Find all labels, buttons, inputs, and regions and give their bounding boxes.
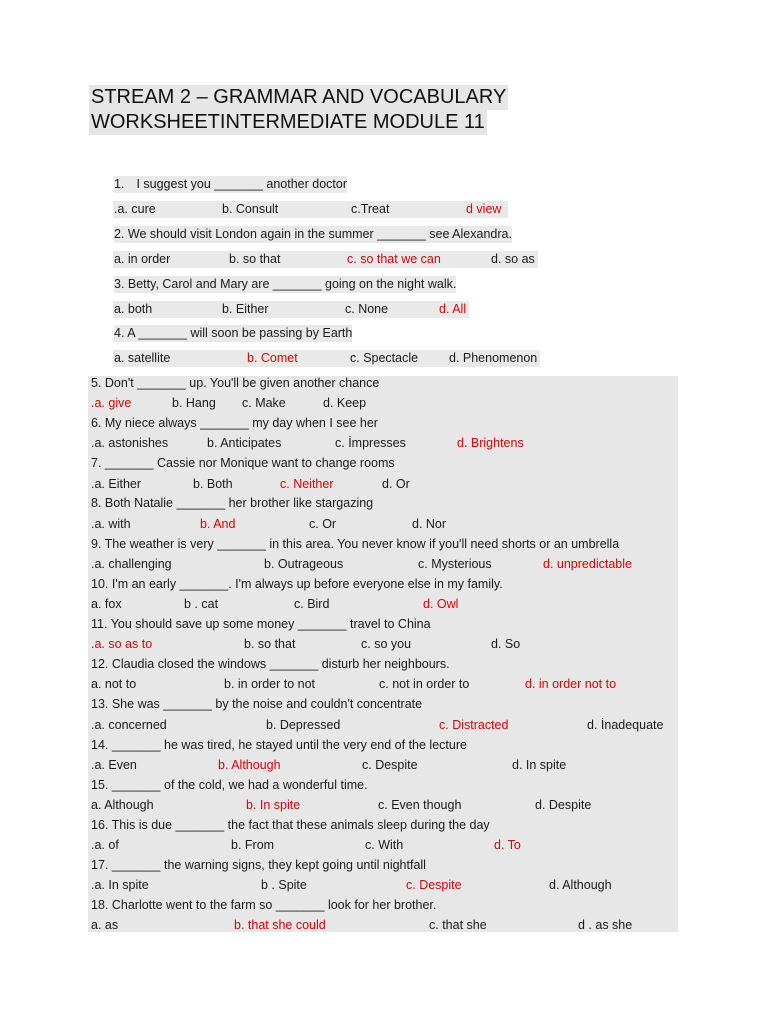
question-10-text	[91, 576, 503, 593]
option-a: .a. challenging	[91, 557, 172, 571]
option-a: a. as	[91, 918, 119, 932]
option-d: d. Keep	[323, 396, 367, 410]
option-a: .a. In spite	[91, 878, 149, 892]
question-number: 1.	[114, 177, 125, 191]
option-a: .a. cure	[114, 202, 156, 216]
question-stem: 3. Betty, Carol and Mary are _______ going on the night walk.	[114, 277, 457, 291]
question-stem: 2. We should visit London again in the summer _______ see Alexandra.	[114, 227, 512, 241]
option-c: c. Or	[309, 517, 337, 531]
option-c: c. None	[345, 302, 389, 316]
option-d-answer: d. in order not to	[525, 677, 617, 691]
option-c: c. İmpresses	[335, 436, 406, 450]
question-3-text	[114, 276, 456, 293]
question-11-text	[91, 616, 431, 633]
question-stem: 5. Don't _______ up. You'll be given another chance	[91, 376, 380, 390]
option-c: c. Mysterious	[418, 557, 492, 571]
question-stem: 8. Both Natalie _______ her brother like stargazing	[91, 496, 374, 510]
question-stem: 11. You should save up some money _______ travel to China	[91, 617, 431, 631]
option-c: c. not in order to	[379, 677, 470, 691]
option-d: d. İnadequate	[587, 718, 664, 732]
question-10-options	[0, 596, 768, 613]
question-15-options	[0, 797, 768, 814]
option-b: b . Spite	[261, 878, 307, 892]
option-a-answer: .a. give	[91, 396, 132, 410]
option-b: b. Anticipates	[207, 436, 282, 450]
option-a: .a. astonishes	[91, 436, 169, 450]
option-a: a. not to	[91, 677, 137, 691]
option-a: a. in order	[114, 252, 171, 266]
question-7-text	[91, 455, 395, 472]
question-8-text	[91, 495, 373, 512]
option-b: b. Outrageous	[264, 557, 344, 571]
option-d-answer: d. To	[494, 838, 521, 852]
option-c: c. With	[365, 838, 404, 852]
option-d-answer: d. All	[439, 302, 467, 316]
option-d: d. So	[491, 637, 521, 651]
question-8-options	[0, 516, 768, 533]
question-11-options	[0, 636, 768, 653]
question-stem: 6. My niece always _______ my day when I see her	[91, 416, 378, 430]
question-stem: 13. She was _______ by the noise and couldn't concentrate	[91, 697, 423, 711]
question-stem: 18. Charlotte went to the farm so _______ look for her brother.	[91, 898, 437, 912]
question-7-options	[0, 476, 768, 493]
option-a: a. satellite	[114, 351, 171, 365]
option-b: b. in order to not	[224, 677, 316, 691]
question-stem: 7. _______ Cassie nor Monique want to change rooms	[91, 456, 395, 470]
question-9-options	[0, 556, 768, 573]
question-stem: 9. The weather is very _______ in this area. You never know if you'll need shorts or an umbrella	[91, 537, 620, 551]
option-b: b. Depressed	[266, 718, 341, 732]
option-d: d . as she	[578, 918, 633, 932]
question-2-options	[0, 251, 768, 268]
option-b: b. Either	[222, 302, 269, 316]
question-stem: 12. Claudia closed the windows _______ disturb her neighbours.	[91, 657, 450, 671]
option-a: a. both	[114, 302, 153, 316]
option-c: c.Treat	[351, 202, 390, 216]
option-b-answer: b. that she could	[234, 918, 326, 932]
option-c-answer: c. Neither	[280, 477, 334, 491]
option-c: c. Even though	[378, 798, 462, 812]
option-d: d. Despite	[535, 798, 592, 812]
question-15-text	[91, 777, 368, 794]
question-stem: 10. I'm an early _______. I'm always up before everyone else in my family.	[91, 577, 503, 591]
question-stem: I suggest you _______ another doctor	[136, 177, 348, 191]
question-4-text	[114, 325, 352, 342]
question-9-text	[91, 536, 619, 553]
option-c: c. Bird	[294, 597, 330, 611]
option-a: .a. Even	[91, 758, 137, 772]
option-d-answer: d. unpredictable	[543, 557, 632, 571]
question-stem: 4. A _______ will soon be passing by Earth	[114, 326, 353, 340]
question-3-options	[0, 301, 768, 318]
question-stem: 17. _______ the warning signs, they kept going until nightfall	[91, 858, 426, 872]
options-highlight	[113, 201, 508, 218]
option-b: b. Both	[193, 477, 233, 491]
options-highlight	[113, 301, 469, 318]
question-18-options	[0, 917, 768, 934]
option-a: .a. concerned	[91, 718, 167, 732]
option-a: .a. Either	[91, 477, 142, 491]
question-stem: 14. _______ he was tired, he stayed until the very end of the lecture	[91, 738, 467, 752]
question-13-text	[91, 696, 422, 713]
option-d-answer: d view	[466, 202, 502, 216]
option-d-answer: d. Owl	[423, 597, 459, 611]
option-c: c. that she	[429, 918, 487, 932]
question-14-text	[91, 737, 467, 754]
question-13-options	[0, 717, 768, 734]
option-d-answer: d. Brightens	[457, 436, 524, 450]
option-a: a. Although	[91, 798, 154, 812]
option-b: b. so that	[229, 252, 281, 266]
option-b-answer: b. In spite	[246, 798, 301, 812]
option-b: b. Consult	[222, 202, 279, 216]
option-c: c. Despite	[362, 758, 418, 772]
question-12-options	[0, 676, 768, 693]
question-6-options	[0, 435, 768, 452]
option-a: .a. with	[91, 517, 131, 531]
worksheet-title	[91, 85, 508, 135]
option-d: d. Nor	[412, 517, 447, 531]
option-b-answer: b. Comet	[247, 351, 298, 365]
option-d: d. Or	[382, 477, 410, 491]
option-b-answer: b. And	[200, 517, 236, 531]
title-line-1: STREAM 2 – GRAMMAR AND VOCABULARY	[91, 86, 507, 108]
question-5-options	[0, 395, 768, 412]
option-b-answer: b. Although	[218, 758, 281, 772]
question-12-text	[91, 656, 450, 673]
option-d: d. Although	[549, 878, 612, 892]
question-16-options	[0, 837, 768, 854]
option-a-answer: .a. so as to	[91, 637, 153, 651]
option-b: b. Hang	[172, 396, 216, 410]
question-6-text	[91, 415, 378, 432]
option-c: c. Spectacle	[350, 351, 419, 365]
option-b: b . cat	[184, 597, 219, 611]
question-stem: 16. This is due _______ the fact that these animals sleep during the day	[91, 818, 490, 832]
option-a: .a. of	[91, 838, 119, 852]
question-17-options	[0, 877, 768, 894]
question-17-text	[91, 857, 426, 874]
option-b: b. so that	[244, 637, 296, 651]
option-c: c. so you	[361, 637, 412, 651]
title-line-2: WORKSHEETINTERMEDIATE MODULE 11	[91, 111, 485, 133]
option-c: c. Make	[242, 396, 286, 410]
question-4-options	[0, 350, 768, 367]
option-c-answer: c. so that we can	[347, 252, 441, 266]
option-d: d. so as	[491, 252, 535, 266]
question-1-options	[0, 201, 768, 218]
question-5-text	[91, 375, 379, 392]
question-18-text	[91, 897, 436, 914]
question-14-options	[0, 757, 768, 774]
option-c-answer: c. Distracted	[439, 718, 509, 732]
option-b: b. From	[231, 838, 275, 852]
option-d: d. In spite	[512, 758, 567, 772]
question-1-text	[114, 176, 347, 193]
question-stem: 15. _______ of the cold, we had a wonderful time.	[91, 778, 368, 792]
options-highlight	[113, 251, 538, 268]
option-c-answer: c. Despite	[406, 878, 462, 892]
option-d: d. Phenomenon	[449, 351, 538, 365]
question-2-text	[114, 226, 512, 243]
question-16-text	[91, 817, 490, 834]
option-a: a. fox	[91, 597, 122, 611]
